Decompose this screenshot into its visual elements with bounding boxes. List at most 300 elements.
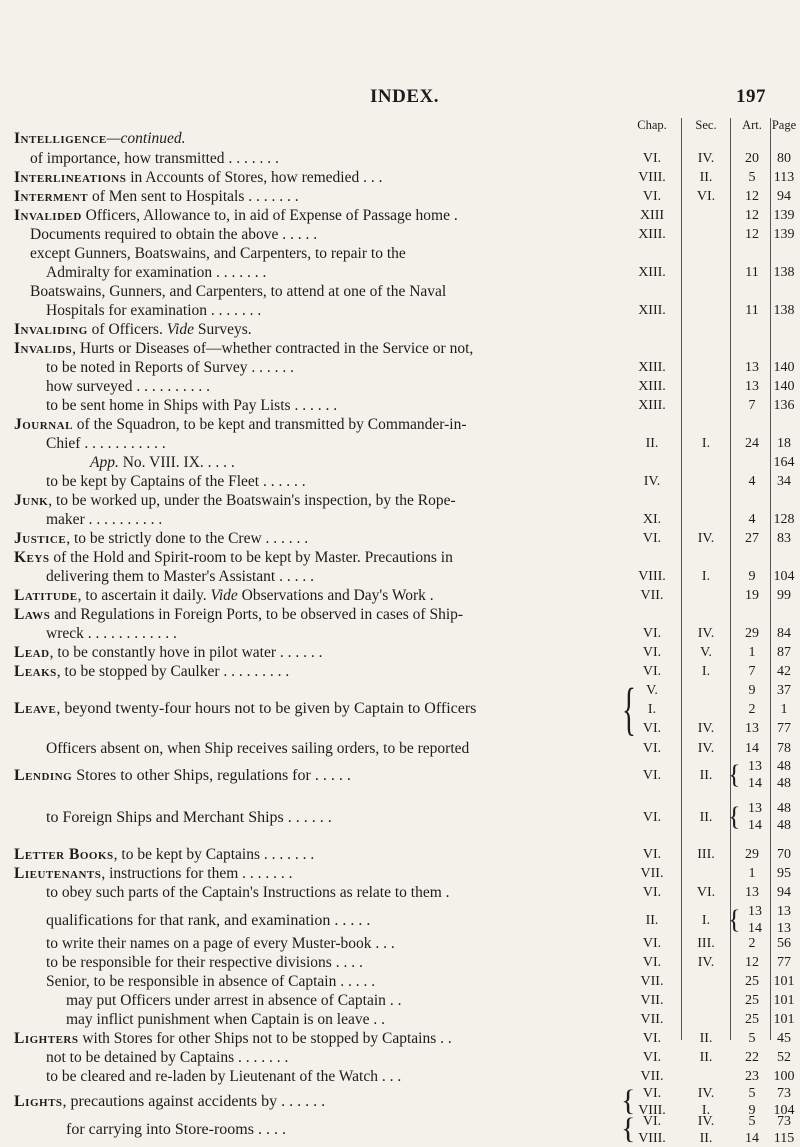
entry-text (46, 264, 266, 282)
leader-dots: . . (369, 1011, 385, 1028)
entry-heading: Justice (14, 530, 67, 547)
sec-cell: I. (701, 913, 711, 928)
chap-cell: VIII. (638, 170, 666, 185)
column-header-art: Art. (742, 118, 762, 132)
sec-cell: II. (699, 810, 713, 825)
sec-cell: IV. (697, 626, 715, 641)
page-cell: 136 (773, 398, 795, 413)
entry-label: of Officers. (87, 321, 167, 338)
entry-label: and Regulations in Foreign Ports, to be observed in cases of Ship- (50, 606, 464, 623)
entry-label: to be kept by Captains of the Fleet (46, 473, 260, 490)
art-cell: 9 (748, 569, 756, 584)
page-cell: 56 (777, 936, 791, 951)
leader-dots: . . . . . . . (234, 1049, 289, 1066)
page-cell: 139 (773, 208, 795, 223)
entry-label-cont: Surveys. (193, 321, 252, 338)
page-cell: 77 (777, 721, 791, 736)
entry-text (14, 644, 323, 662)
art-cell: 11 (745, 303, 759, 318)
page-cell: 99 (777, 588, 791, 603)
leader-dots: . . . . . . (283, 809, 332, 826)
entry-label: , to ascertain it daily. (77, 587, 211, 604)
page-cell: 128 (773, 512, 795, 527)
entry-label: to Foreign Ships and Merchant Ships (46, 809, 284, 826)
entry-label: qualifications for that rank, and examination (46, 912, 331, 929)
entry-heading: Invaliding (14, 321, 88, 338)
store-rooms-entry (66, 1121, 286, 1139)
entry-text (14, 606, 463, 624)
art-cell: 5 (748, 1114, 756, 1129)
art-cell: 13 (748, 904, 762, 919)
sec-cell: IV. (697, 1114, 715, 1129)
chap-cell: II. (645, 913, 659, 928)
leader-dots: . . . (371, 935, 395, 952)
art-cell: 12 (745, 227, 759, 242)
entry-text (14, 340, 473, 358)
entry-label-cont: Observations and Day's Work . (237, 587, 434, 604)
chap-cell: XIII. (638, 360, 666, 375)
leader-dots: . . . . . . (261, 530, 309, 547)
art-cell: 13 (745, 379, 759, 394)
sec-cell: IV. (697, 955, 715, 970)
page-cell: 140 (773, 379, 795, 394)
sec-cell: III. (697, 936, 715, 951)
page-cell: 78 (777, 741, 791, 756)
sec-cell: V. (700, 645, 712, 660)
art-cell: 25 (745, 1012, 759, 1027)
entry-heading: Junk (14, 492, 49, 509)
leader-dots: . . . . . . . . . . (132, 378, 211, 395)
chap-cell: VI. (642, 1031, 662, 1046)
leader-dots: . . . . . (330, 912, 371, 929)
entry-label: Officers, Allowance to, in aid of Expense of Passage home . (81, 207, 458, 224)
chap-cell: XIII (639, 208, 665, 223)
page-cell: 13 (777, 904, 791, 919)
column-rule (730, 118, 731, 1040)
page-cell: 95 (777, 866, 791, 881)
entry-heading: Lead (14, 644, 50, 661)
chap-cell: VI. (642, 151, 662, 166)
leader-dots: . . . . . . . . . . . . (83, 625, 177, 642)
chap-cell: VII. (640, 1012, 664, 1027)
chap-cell: VI. (642, 645, 662, 660)
sec-cell: IV. (697, 721, 715, 736)
entry-label: , precautions against accidents by (62, 1093, 278, 1110)
brace-icon: { (728, 802, 741, 831)
leader-dots: . . . . . . . (207, 302, 262, 319)
entry-text (14, 321, 252, 339)
entry-label: of Men sent to Hospitals (88, 188, 245, 205)
entry-label: to write their names on a page of every Muster-book (46, 935, 372, 952)
entry-text (14, 846, 314, 864)
sec-cell: VI. (696, 189, 716, 204)
entry-label: with Stores for other Ships not to be stopped by Captains (78, 1030, 437, 1047)
art-cell: 7 (748, 398, 756, 413)
entry-text (46, 359, 294, 377)
page-cell: 77 (777, 955, 791, 970)
chap-cell: VII. (640, 974, 664, 989)
page-cell: 84 (777, 626, 791, 641)
art-cell: 1 (748, 866, 756, 881)
page-cell: 104 (773, 1103, 795, 1118)
sec-cell: I. (701, 436, 711, 451)
qualifications-entry (46, 912, 370, 930)
entry-text (14, 492, 456, 510)
art-cell: 25 (745, 993, 759, 1008)
entry-label: except Gunners, Boatswains, and Carpenters, to repair to the (30, 245, 406, 262)
chap-cell: VI. (642, 936, 662, 951)
chap-cell: XI. (642, 512, 662, 527)
art-cell: 14 (745, 741, 759, 756)
entry-heading: Lending (14, 767, 73, 784)
chap-cell: XIII. (638, 227, 666, 242)
art-cell: 9 (748, 1103, 756, 1118)
chap-cell: VI. (642, 531, 662, 546)
page-cell: 48 (777, 776, 791, 791)
entry-text (46, 511, 162, 529)
entry-heading: Interlineations (14, 169, 127, 186)
chap-cell: VI. (642, 768, 662, 783)
lights-entry (14, 1093, 325, 1111)
chap-cell: VIII. (638, 1103, 666, 1118)
column-header-chap: Chap. (637, 118, 667, 132)
art-cell: 13 (748, 801, 762, 816)
chap-cell: VII. (640, 588, 664, 603)
chap-cell: VI. (642, 721, 662, 736)
entry-heading: Leave (14, 700, 57, 717)
entry-label: , to be strictly done to the Crew (66, 530, 262, 547)
chap-cell: XIII. (638, 303, 666, 318)
column-header-page: Page (771, 118, 797, 132)
chap-cell: VI. (642, 1114, 662, 1129)
entry-heading: Latitude (14, 587, 78, 604)
entry-text (66, 1011, 385, 1029)
entry-text (14, 416, 466, 434)
vide-label: Vide (166, 321, 194, 338)
entry-text (30, 245, 406, 263)
art-cell: 22 (745, 1050, 759, 1065)
chap-cell: XIII. (638, 379, 666, 394)
page-cell: 45 (777, 1031, 791, 1046)
leader-dots: . . . . . . (277, 1093, 326, 1110)
page-cell: 13 (777, 921, 791, 936)
art-cell: 23 (745, 1069, 759, 1084)
entry-text (46, 1068, 401, 1086)
leader-dots: . . . . (253, 1121, 286, 1138)
entry-heading: Journal (14, 416, 73, 433)
entry-label: for carrying into Store-rooms (66, 1121, 254, 1138)
page-cell: 94 (777, 189, 791, 204)
page-cell: 113 (773, 170, 795, 185)
column-rule (681, 118, 682, 1040)
entry-label: Documents required to obtain the above (30, 226, 279, 243)
entry-text (46, 1049, 288, 1067)
entry-heading: Lighters (14, 1030, 79, 1047)
leader-dots: . . . . . (275, 568, 314, 585)
art-cell: 5 (748, 1086, 756, 1101)
art-cell: 27 (745, 531, 759, 546)
chap-cell: VI. (642, 189, 662, 204)
page-cell: 100 (773, 1069, 795, 1084)
brace-icon: { (621, 676, 636, 741)
entry-text (14, 1030, 452, 1048)
page-cell: 83 (777, 531, 791, 546)
leader-dots: . . . . . . (247, 359, 294, 376)
leader-dots: . . (385, 992, 402, 1009)
entry-heading: Keys (14, 549, 50, 566)
entry-text (66, 992, 401, 1010)
leader-dots: . . . . . . . . . (219, 663, 290, 680)
page-cell: 101 (773, 1012, 795, 1027)
entry-heading: Laws (14, 606, 51, 623)
page-cell: 48 (777, 801, 791, 816)
art-cell: 14 (748, 818, 762, 833)
sec-cell: I. (701, 664, 711, 679)
page-cell: 104 (773, 569, 795, 584)
sec-cell: I. (701, 1103, 711, 1118)
brace-icon: { (728, 760, 741, 789)
leader-dots: . . . (359, 169, 383, 186)
entry-heading: Lieutenants (14, 865, 102, 882)
entry-text (46, 568, 314, 586)
entry-label: may inflict punishment when Captain is on leave (66, 1011, 370, 1028)
art-cell: 29 (745, 626, 759, 641)
leader-dots: . . . . . (310, 767, 351, 784)
entry-label: , to be worked up, under the Boatswain's inspection, by the Rope- (48, 492, 456, 509)
entry-text (14, 587, 434, 605)
chap-cell: I. (647, 702, 657, 717)
chap-cell: VI. (642, 955, 662, 970)
brace-icon: { (621, 1112, 636, 1145)
entry-text (46, 935, 395, 953)
vide-label: Vide (210, 587, 238, 604)
leader-dots: . . . . . . . . . . (84, 511, 163, 528)
entry-text (46, 884, 450, 902)
art-cell: 7 (748, 664, 756, 679)
page-cell: 73 (777, 1114, 791, 1129)
appendix-label: App. (90, 454, 119, 471)
page-cell: 101 (773, 974, 795, 989)
chap-cell: VI. (642, 1050, 662, 1065)
page-cell: 115 (773, 1131, 795, 1146)
sec-cell: IV. (697, 1086, 715, 1101)
entry-label: Boatswains, Gunners, and Carpenters, to attend at one of the Naval (30, 283, 447, 300)
entry-label: wreck (46, 625, 84, 642)
page-cell: 34 (777, 474, 791, 489)
entry-label: to be cleared and re-laden by Lieutenant of the Watch (46, 1068, 378, 1085)
entry-text (46, 625, 177, 643)
sec-cell: II. (699, 1131, 713, 1146)
entry-text (30, 150, 279, 168)
art-cell: 4 (748, 474, 756, 489)
entry-label: Officers absent on, when Ship receives sailing orders, to be reported (46, 740, 470, 757)
sec-cell: II. (699, 1050, 713, 1065)
sec-cell: II. (699, 768, 713, 783)
leader-dots: . . . . . . . (260, 846, 315, 863)
art-cell: 13 (745, 360, 759, 375)
entry-label: , beyond twenty-four hours not to be given by Captain to Officers (56, 700, 477, 717)
leader-dots: . . . . . . . . . . . (80, 435, 166, 452)
entry-text (46, 973, 375, 991)
leader-dots: . . . . . . . (224, 150, 279, 167)
entry-text (14, 865, 293, 883)
entry-text (14, 549, 453, 567)
chap-cell: VI. (642, 847, 662, 862)
entry-label: how surveyed (46, 378, 133, 395)
entry-label: No. VIII. IX. (118, 454, 204, 471)
entry-label: of the Squadron, to be kept and transmitted by Commander-in- (72, 416, 467, 433)
art-cell: 25 (745, 974, 759, 989)
leader-dots: . . . . . . (290, 397, 338, 414)
page-cell: 80 (777, 151, 791, 166)
leader-dots: . . . . . . (276, 644, 323, 661)
page-cell: 1 (780, 702, 788, 717)
column-header-sec: Sec. (695, 118, 717, 132)
entry-text (14, 169, 383, 187)
entry-label: to be sent home in Ships with Pay Lists (46, 397, 291, 414)
leader-dots: . . . . . . . (244, 188, 299, 205)
page-cell: 101 (773, 993, 795, 1008)
entry-label: , to be kept by Captains (113, 846, 261, 863)
leader-dots: . . . . (331, 954, 363, 971)
leader-dots: . . . . . (278, 226, 318, 243)
chap-cell: VI. (642, 885, 662, 900)
leader-dots: . . . . (203, 454, 235, 471)
entry-text (46, 397, 337, 415)
page-number: 197 (736, 86, 766, 107)
chap-cell: VI. (642, 626, 662, 641)
entry-heading: Invalids (14, 340, 73, 357)
entry-text (14, 188, 299, 206)
entry-text (14, 663, 289, 681)
entry-heading: Invalided (14, 207, 82, 224)
page-cell: 18 (777, 436, 791, 451)
entry-label: in Accounts of Stores, how remedied (126, 169, 360, 186)
entry-text (46, 954, 363, 972)
entry-label: to be responsible for their respective divisions (46, 954, 332, 971)
entry-text (46, 740, 469, 758)
chap-cell: VI. (642, 1086, 662, 1101)
entry-text (14, 530, 308, 548)
page-cell: 73 (777, 1086, 791, 1101)
entry-text (46, 302, 261, 320)
sec-cell: IV. (697, 531, 715, 546)
entry-text (90, 454, 235, 472)
leader-dots: . . . . . . . (238, 865, 293, 882)
entry-label: of importance, how transmitted (30, 150, 225, 167)
entry-label: maker (46, 511, 85, 528)
page-cell: 138 (773, 265, 795, 280)
art-cell: 2 (748, 702, 756, 717)
entry-label: of the Hold and Spirit-room to be kept by Master. Precautions in (49, 549, 453, 566)
art-cell: 12 (745, 189, 759, 204)
entry-label: Stores to other Ships, regulations for (72, 767, 311, 784)
art-cell: 13 (745, 721, 759, 736)
leader-dots: . . . . . . . (212, 264, 267, 281)
entry-heading: Letter Books (14, 846, 114, 863)
art-cell: 14 (745, 1131, 759, 1146)
chap-cell: VI. (642, 741, 662, 756)
art-cell: 5 (748, 170, 756, 185)
chap-cell: VI. (642, 664, 662, 679)
entry-text (46, 435, 166, 453)
sec-cell: I. (701, 569, 711, 584)
page-cell: 94 (777, 885, 791, 900)
page-cell: 164 (773, 455, 795, 470)
entry-text (30, 226, 317, 244)
leader-dots: . . (436, 1030, 452, 1047)
art-cell: 12 (745, 955, 759, 970)
entry-heading: Leaks (14, 663, 57, 680)
entry-label: Hospitals for examination (46, 302, 207, 319)
sec-cell: IV. (697, 741, 715, 756)
brace-icon: { (621, 1084, 636, 1117)
chap-cell: XIII. (638, 265, 666, 280)
entry-text (14, 130, 186, 148)
foreign-ships-entry (46, 809, 332, 827)
page-cell: 139 (773, 227, 795, 242)
entry-label: Chief (46, 435, 81, 452)
entry-heading: Intelligence (14, 130, 107, 147)
chap-cell: II. (645, 436, 659, 451)
entry-label: may put Officers under arrest in absence of Captain (66, 992, 386, 1009)
entry-label: , instructions for them (101, 865, 239, 882)
chap-cell: V. (646, 683, 658, 698)
entry-label: —continued. (106, 130, 186, 147)
entry-text (14, 207, 458, 225)
art-cell: 14 (748, 921, 762, 936)
sec-cell: VI. (696, 885, 716, 900)
entry-label: Senior, to be responsible in absence of Captain (46, 973, 337, 990)
page-cell: 70 (777, 847, 791, 862)
entry-text (30, 283, 446, 301)
art-cell: 11 (745, 265, 759, 280)
entry-label: to obey such parts of the Captain's Instructions as relate to them . (46, 884, 450, 901)
art-cell: 9 (748, 683, 756, 698)
chap-cell: XIII. (638, 398, 666, 413)
art-cell: 4 (748, 512, 756, 527)
leader-dots: . . . (378, 1068, 402, 1085)
chap-cell: VIII. (638, 1131, 666, 1146)
page-cell: 48 (777, 759, 791, 774)
art-cell: 20 (745, 151, 759, 166)
sec-cell: II. (699, 170, 713, 185)
leader-dots: . . . . . (336, 973, 376, 990)
page-cell: 42 (777, 664, 791, 679)
chap-cell: IV. (643, 474, 661, 489)
art-cell: 24 (745, 436, 759, 451)
entry-label: , to be stopped by Caulker (56, 663, 220, 680)
chap-cell: VIII. (638, 569, 666, 584)
chap-cell: VII. (640, 993, 664, 1008)
chap-cell: VII. (640, 1069, 664, 1084)
brace-icon: { (728, 905, 741, 934)
page-cell: 140 (773, 360, 795, 375)
art-cell: 1 (748, 645, 756, 660)
chap-cell: VI. (642, 810, 662, 825)
entry-label: , to be constantly hove in pilot water (49, 644, 277, 661)
art-cell: 13 (745, 885, 759, 900)
art-cell: 14 (748, 776, 762, 791)
entry-heading: Interment (14, 188, 89, 205)
entry-label: Admiralty for examination (46, 264, 213, 281)
page-cell: 87 (777, 645, 791, 660)
entry-text (46, 473, 306, 491)
entry-text (46, 378, 210, 396)
entry-label: delivering them to Master's Assistant (46, 568, 276, 585)
art-cell: 12 (745, 208, 759, 223)
page-cell: 37 (777, 683, 791, 698)
